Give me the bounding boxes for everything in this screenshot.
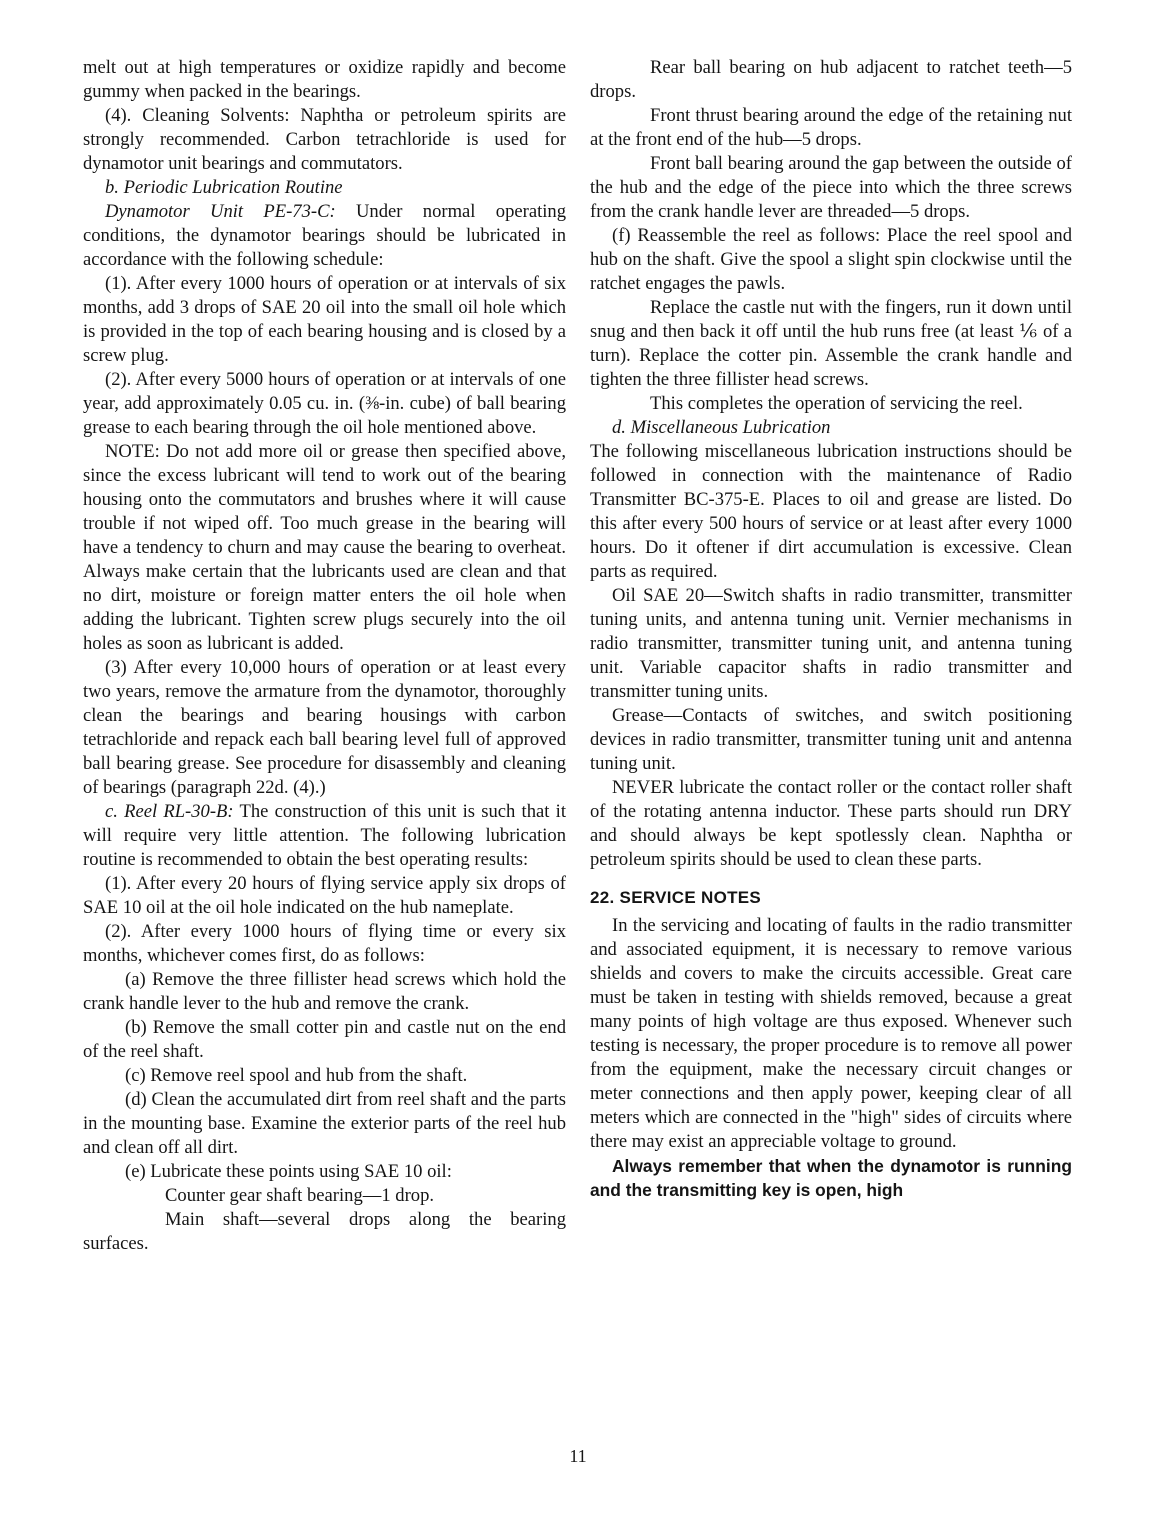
paragraph: Oil SAE 20—Switch shafts in radio transmitter, transmitter tuning units, and antenna tuning unit. Vernier mechanisms in radio transmitter, transmitter tuning unit, and antenna tuning unit. Variable capacitor shafts in radio transmitter and transmitter tuning units. bbox=[590, 585, 1072, 702]
paragraph bbox=[83, 200, 566, 272]
lubrication-point: Rear ball bearing on hub adjacent to ratchet teeth—5 drops. bbox=[590, 57, 1072, 102]
paragraph: (1). After every 20 hours of flying service apply six drops of SAE 10 oil at the oil hole indicated on the hub nameplate. bbox=[83, 873, 566, 918]
paragraph: melt out at high temperatures or oxidize rapidly and become gummy when packed in the bearings. bbox=[83, 57, 566, 102]
paragraph bbox=[83, 800, 566, 872]
paragraph: (2). After every 1000 hours of flying time or every six months, whichever comes first, do as follows: bbox=[83, 921, 566, 966]
dynamotor-label: Dynamotor Unit PE-73-C: bbox=[105, 201, 336, 222]
paragraph: (3) After every 10,000 hours of operation or at least every two years, remove the armature from the dynamotor, thoroughly clean the bearings and bearing housings with carbon tetrachloride and repack each ball bearing level full of approved ball bearing grease. See procedure for disassembly and cleaning of bearings (paragraph 22d. (4).) bbox=[83, 657, 566, 798]
paragraph: (4). Cleaning Solvents: Naphtha or petroleum spirits are strongly recommended. Carbon tetrachloride is used for dynamotor unit bearings and commutators. bbox=[83, 105, 566, 174]
paragraph: This completes the operation of servicing the reel. bbox=[650, 393, 1023, 414]
section-heading-service-notes: 22. SERVICE NOTES bbox=[590, 888, 762, 907]
step-d: (d) Clean the accumulated dirt from reel shaft and the parts in the mounting base. Examine the exterior parts of the reel hub and clean off all dirt. bbox=[83, 1089, 566, 1158]
step-b: (b) Remove the small cotter pin and castle nut on the end of the reel shaft. bbox=[83, 1017, 566, 1062]
subheading-periodic-lubrication: b. Periodic Lubrication Routine bbox=[105, 177, 343, 198]
step-f: (f) Reassemble the reel as follows: Place the reel spool and hub on the shaft. Give the spool a slight spin clockwise until the ratchet engages the pawls. bbox=[590, 225, 1072, 294]
lubrication-point: Counter gear shaft bearing—1 drop. bbox=[165, 1185, 435, 1206]
step-c: (c) Remove reel spool and hub from the shaft. bbox=[125, 1065, 468, 1086]
paragraph: Grease—Contacts of switches, and switch positioning devices in radio transmitter, transmitter tuning unit and antenna tuning unit. bbox=[590, 705, 1072, 774]
step-a: (a) Remove the three fillister head screws which hold the crank handle lever to the hub and remove the crank. bbox=[83, 969, 566, 1014]
paragraph: In the servicing and locating of faults in the radio transmitter and associated equipment, it is necessary to remove various shields and covers to make the circuits accessible. Great care must be taken in testing with shields removed, because a great many points of high voltage are thus exposed. Whenever such testing is necessary, the proper procedure is to remove all power from the equipment, make the necessary circuit changes or meter connections and then apply power, keeping clear of all meters which are connected in the "high" sides of circuits where there may exist an appreciable voltage to ground. bbox=[590, 915, 1072, 1152]
lubrication-point: Main shaft—several drops along the bearing surfaces. bbox=[83, 1209, 566, 1254]
reel-label: c. Reel RL-30-B: bbox=[105, 801, 234, 822]
right-column bbox=[590, 56, 1072, 1202]
lubrication-point: Front ball bearing around the gap between the outside of the hub and the edge of the piece into which the three screws from the crank handle lever are threaded—5 drops. bbox=[590, 153, 1072, 222]
paragraph: (2). After every 5000 hours of operation or at intervals of one year, add approximately 0.05 cu. in. (⅜-in. cube) of ball bearing grease to each bearing through the oil hole mentioned above. bbox=[83, 369, 566, 438]
paragraph-text: The construction of this unit is such that it will require very little attention. The following lubrication routine is recommended to obtain the best operating results: bbox=[83, 801, 566, 870]
paragraph: NEVER lubricate the contact roller or the contact roller shaft of the rotating antenna inductor. These parts should run DRY and should always be kept spotlessly clean. Naphtha or petroleum spirits should be used to clean these parts. bbox=[590, 777, 1072, 870]
paragraph: Replace the castle nut with the fingers, run it down until snug and then back it off until the hub runs free (at least ⅙ of a turn). Replace the cotter pin. Assemble the crank handle and tighten the three fillister head screws. bbox=[590, 297, 1072, 390]
step-e: (e) Lubricate these points using SAE 10 oil: bbox=[125, 1161, 452, 1182]
paragraph: The following miscellaneous lubrication instructions should be followed in connection with the maintenance of Radio Transmitter BC-375-E. Places to oil and grease are listed. Do this after every 500 hours of service or at least after every 1000 hours. Do it oftener if dirt accumulation is excessive. Clean parts as required. bbox=[590, 441, 1072, 582]
lubrication-point: Front thrust bearing around the edge of the retaining nut at the front end of the hub—5 drops. bbox=[590, 105, 1072, 150]
left-column bbox=[83, 56, 566, 1256]
subheading-misc-lubrication: d. Miscellaneous Lubrication bbox=[612, 417, 831, 438]
warning-paragraph: Always remember that when the dynamotor is running and the transmitting key is open, high bbox=[590, 1156, 1072, 1200]
page-number: 11 bbox=[569, 1446, 587, 1466]
note-paragraph: NOTE: Do not add more oil or grease then specified above, since the excess lubricant will tend to work out of the bearing housing onto the commutators and brushes where it will cause trouble if not wiped off. Too much grease in the bearing will have a tendency to churn and may cause the bearing to overheat. Always make certain that the lubricants used are clean and that no dirt, moisture or foreign matter enters the oil hole when adding the lubricant. Tighten screw plugs securely into the oil holes as soon as lubricant is added. bbox=[83, 441, 566, 654]
paragraph-text: Under normal operating conditions, the dynamotor bearings should be lubricated in accordance with the following schedule: bbox=[83, 201, 566, 270]
paragraph: (1). After every 1000 hours of operation or at intervals of six months, add 3 drops of SAE 20 oil into the small oil hole which is provided in the top of each bearing housing and is closed by a screw plug. bbox=[83, 273, 566, 366]
